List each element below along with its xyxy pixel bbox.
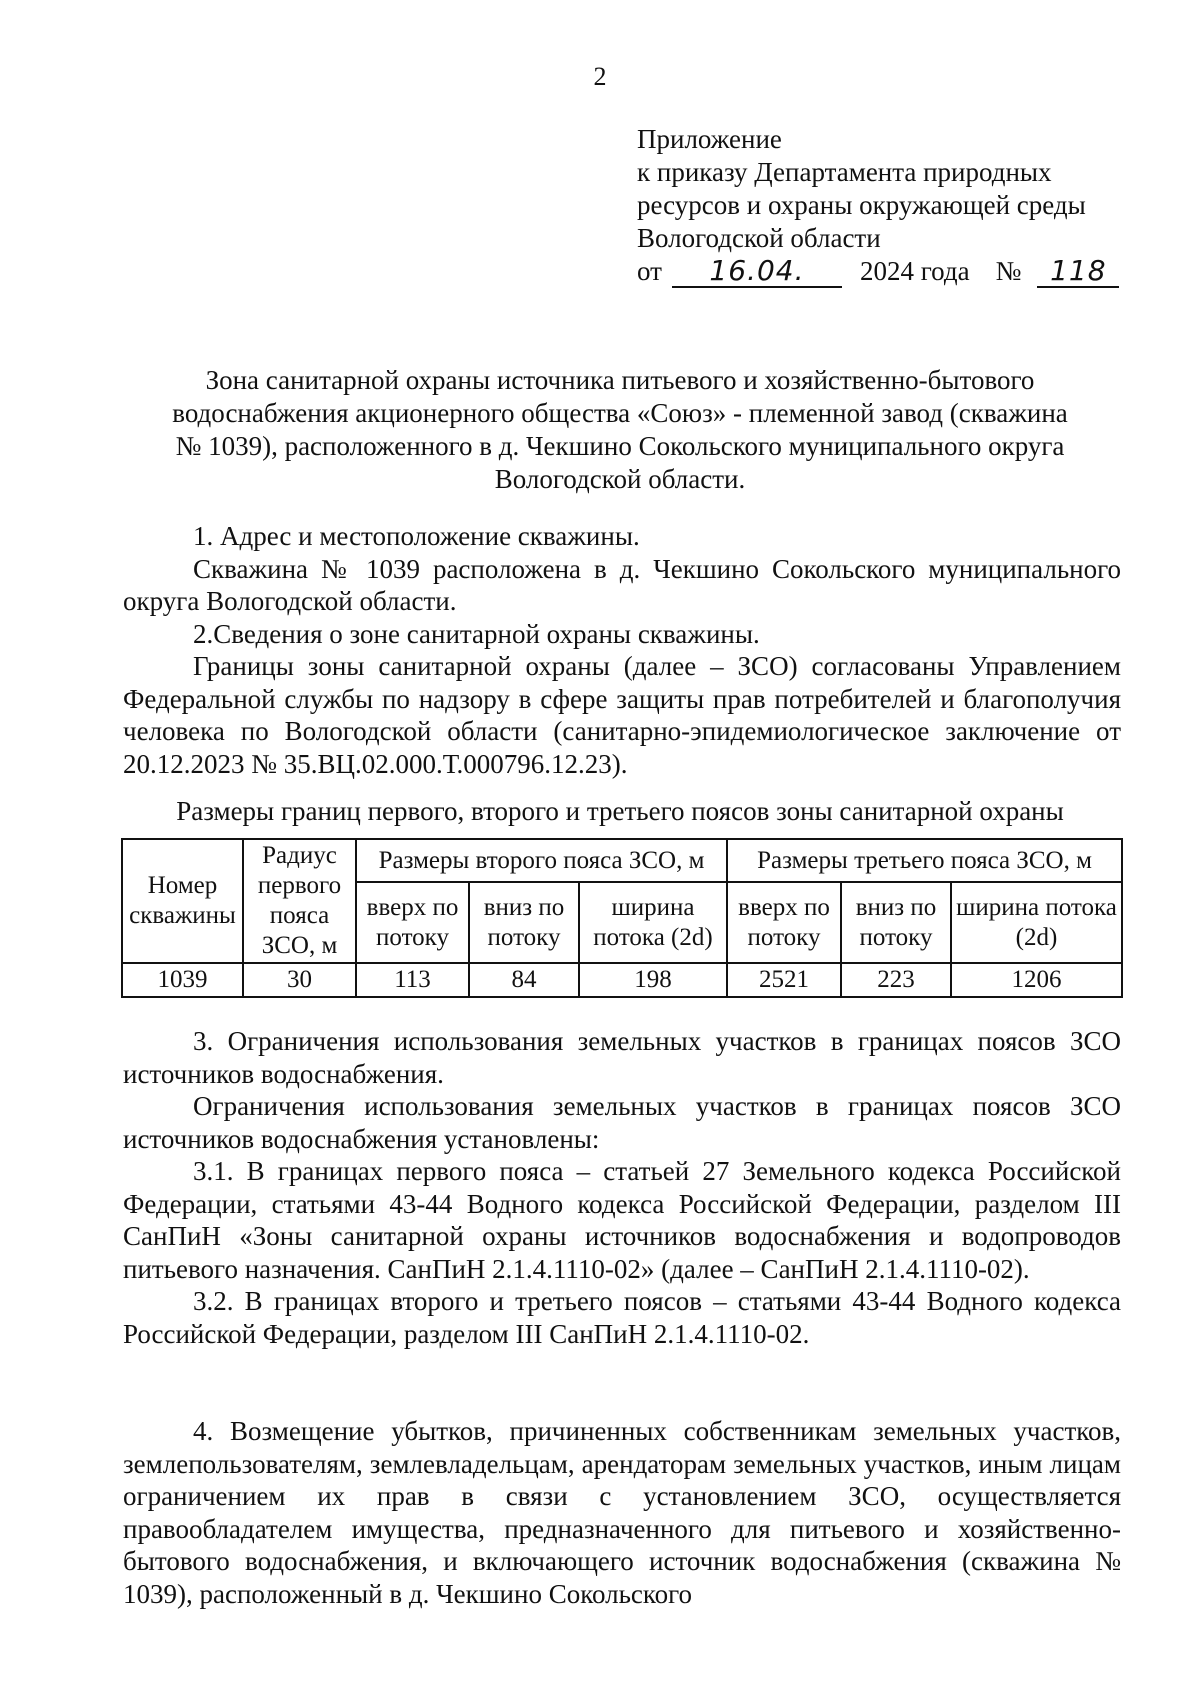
title-line: водоснабжения акционерного общества «Союз» - племенной завод (скважина <box>172 398 1068 428</box>
cell-second-up: 113 <box>356 963 469 997</box>
title-line: Вологодской области. <box>494 464 746 494</box>
header-third-group: Размеры третьего пояса ЗСО, м <box>727 839 1122 882</box>
cell-third-up: 2521 <box>727 963 841 997</box>
cell-well-number: 1039 <box>122 963 243 997</box>
header-first-radius: Радиус первого пояса ЗСО, м <box>243 839 356 963</box>
handwritten-number: 118 <box>1037 256 1119 288</box>
appendix-line: Приложение <box>637 124 782 154</box>
section-2-heading: 2.Сведения о зоне санитарной охраны скважины. <box>193 618 760 649</box>
title-line: Зона санитарной охраны источника питьевого и хозяйственно-бытового <box>205 365 1035 395</box>
appendix-line: ресурсов и охраны окружающей среды <box>637 190 1086 220</box>
table-header-row <box>122 839 1122 882</box>
from-label: от <box>637 256 662 286</box>
section-3-heading: 3. Ограничения использования земельных участков в границах поясов ЗСО источников водоснабжения. <box>123 1026 1121 1089</box>
appendix-line: Вологодской области <box>637 223 881 253</box>
section-3-2: 3.2. В границах второго и третьего поясов – статьями 43-44 Водного кодекса Российской Федерации, разделом III СанПиН 2.1.4.1110-02. <box>123 1286 1121 1349</box>
cell-first-radius: 30 <box>243 963 356 997</box>
header-second-upstream: вверх по потоку <box>356 882 469 963</box>
number-sign: № <box>995 256 1022 286</box>
section-3-text: Ограничения использования земельных участков в границах поясов ЗСО источников водоснабжения установлены: <box>123 1091 1121 1154</box>
header-third-width: ширина потока (2d) <box>951 882 1122 963</box>
header-second-group: Размеры второго пояса ЗСО, м <box>356 839 727 882</box>
cell-third-width: 1206 <box>951 963 1122 997</box>
section-2-text: Границы зоны санитарной охраны (далее – ЗСО) согласованы Управлением Федеральной службы по надзору в сфере защиты прав потребителей и благополучия человека по Вологодской области (санитарно-эпидемиологическое заключение от 20.12.2023 № 35.ВЦ.02.000.Т.000796.12.23). <box>123 651 1121 779</box>
header-second-downstream: вниз по потоку <box>469 882 579 963</box>
table-caption: Размеры границ первого, второго и третьего поясов зоны санитарной охраны <box>176 796 1064 826</box>
section-1-heading: 1. Адрес и местоположение скважины. <box>193 521 640 551</box>
header-third-upstream: вверх по потоку <box>727 882 841 963</box>
section-4 <box>123 1415 1121 1610</box>
header-well-number: Номер скважины <box>122 839 243 963</box>
page-number: 2 <box>593 62 607 91</box>
cell-second-down: 84 <box>469 963 579 997</box>
section-4-text: 4. Возмещение убытков, причиненных собственникам земельных участков, землепользователям, землевладельцам, арендаторам земельных участков, иным лицам ограничением их прав в связи с установлением ЗСО, осуществляется правообладателем имущества, предназначенного для питьевого и хозяйственно-бытового водоснабжения, и включающего источник водоснабжения (скважина № 1039), расположенный в д. Чекшино Сокольского <box>123 1416 1121 1609</box>
section-3-1: 3.1. В границах первого пояса – статьей 27 Земельного кодекса Российской Федерации, статьями 43-44 Водного кодекса Российской Федерации, разделом III СанПиН «Зоны санитарной охраны источников водоснабжения и водопроводов питьевого назначения. СанПиН 2.1.4.1110-02» (далее – СанПиН 2.1.4.1110-02). <box>123 1156 1121 1284</box>
order-date-line <box>637 255 1157 288</box>
appendix-line: к приказу Департамента природных <box>637 157 1052 187</box>
appendix-block <box>637 123 1157 288</box>
title-line: № 1039), расположенного в д. Чекшино Сокольского муниципального округа <box>175 431 1065 461</box>
handwritten-date: 16.04. <box>672 256 842 288</box>
header-second-width: ширина потока (2d) <box>579 882 727 963</box>
table-row <box>122 963 1122 997</box>
zso-table <box>121 838 1123 998</box>
year-text: 2024 года <box>859 256 970 286</box>
cell-third-down: 223 <box>841 963 951 997</box>
cell-second-width: 198 <box>579 963 727 997</box>
sections-1-2 <box>123 520 1121 780</box>
header-third-downstream: вниз по потоку <box>841 882 951 963</box>
document-title <box>120 364 1120 496</box>
section-1-text: Скважина № 1039 расположена в д. Чекшино Сокольского муниципального округа Вологодской области. <box>123 553 1121 616</box>
section-3 <box>123 1025 1121 1350</box>
